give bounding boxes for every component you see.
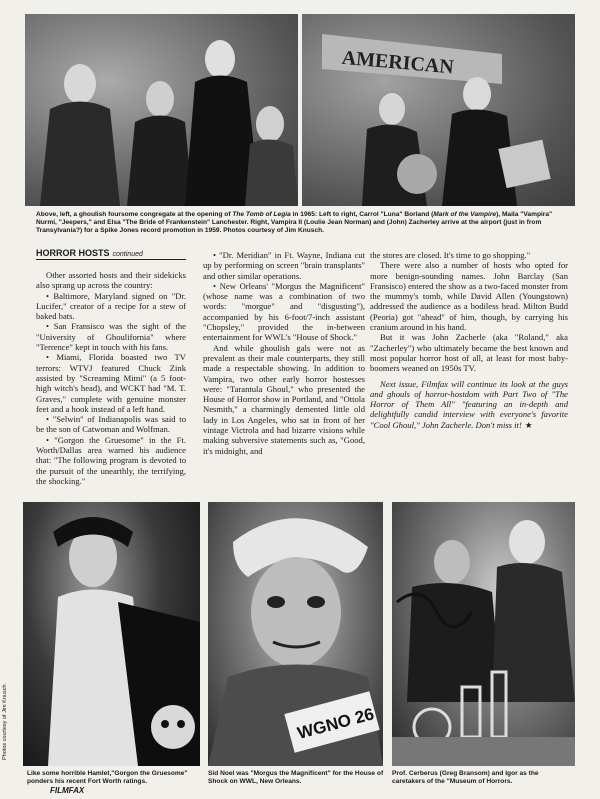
magazine-folio: FILMFAX <box>50 786 85 795</box>
sign-american: AMERICAN <box>340 46 455 79</box>
article-column-1 <box>36 270 186 486</box>
section-rule <box>36 259 186 260</box>
paragraph: the stores are closed. It's time to go shopping." <box>370 250 531 260</box>
paragraph: And while ghoulish gals were not as prevalent as their male counterparts, they still made a respectable showing. In addition to Vampira, two other early horror hostesses were: "Tarantula Ghoul," who presented the House of Horror show in Portland, and "Ottola Nesmith," a charmingly demented little old lady in Los Angeles, who sat in front of her vintage Victrola and had bizarre visions while making subversive statements such as, "Good, it's midnight, and <box>203 342 365 456</box>
section-heading <box>36 248 143 258</box>
station-logo: WGNO 26 <box>295 704 377 743</box>
caption-part: in 1965: Left to right, Carrol "Luna" Borland ( <box>290 211 434 218</box>
paragraph: But it was John Zacherle (aka "Roland," aka "Zacherley") who ultimately became the best known and most popular horror host of all, at least for most baby-boomers weaned on 1950s TV. <box>370 332 568 374</box>
caption-part: Above, left, a ghoulish foursome congregate at the opening of <box>36 211 233 218</box>
paragraph: • New Orleans' "Morgus the Magnificent" (whose name was a combination of two words: "morgue" and "disgusting"), accompanied by his 6-foot/7-inch assistant "Chopsley," provided the in-between entertainment for WWL's "House of Shock." <box>203 280 365 343</box>
photo-morgus-the-magnificent <box>208 502 383 766</box>
paragraph: • "Selwin" of Indianapolis was said to be the son of Catwoman and Wolfman. <box>36 414 186 435</box>
photo-museum-of-horrors <box>392 502 575 766</box>
photo-vampira-zacherley-airport <box>302 14 575 206</box>
article-column-2 <box>203 250 365 456</box>
top-photo-caption <box>36 211 572 236</box>
paragraph: • San Fransisco was the sight of the "University of Ghoulifornia" where "Terrence" kept in touch with his fans. <box>36 321 186 353</box>
photo-credit <box>2 640 14 760</box>
star-icon: ★ <box>524 419 533 430</box>
paragraph: • "Dr. Meridian" in Ft. Wayne, Indiana cut up by performing on screen "brain transplants" and other similar operations. <box>203 250 365 281</box>
next-issue-text: Next issue, Filmfax will continue its look at the guys and ghouls of horror-hostdom with Part Two of "The Horror of Them All" "featuring an in-depth and delightfully candid interview with everyone's favorite "Cool Ghoul," John Zacherle. Don't miss it! <box>370 378 568 430</box>
photo-ghoulish-foursome <box>25 14 298 206</box>
article-column-3 <box>370 250 568 430</box>
section-title: HORROR HOSTS <box>36 248 110 258</box>
caption-museum: Prof. Cerberus (Greg Bransom) and Igor as the caretakers of the "Museum of Horrors. <box>392 770 539 786</box>
caption-morgus: Sid Noel was "Morgus the Magnificent" for the House of Shock on WWL, New Orleans. <box>208 770 384 786</box>
paragraph: • "Gorgon the Gruesome" in the Ft. Worth/Dallas area warned his audience that: "The following program is devoted to the pursuit of the unearthly, the terrifying, the shocking." <box>36 434 186 486</box>
paragraph: Other assorted hosts and their sidekicks also sprang up across the country: <box>36 270 186 291</box>
next-issue-note <box>370 379 568 430</box>
paragraph: • Miami, Florida boasted two TV terrors: WTVJ featured Chuck Zink assisted by "Screaming Mimi" (a 5 foot-high witch's head), and WCKT had "M. T. Graves," complete with genuine monster feet and a hook instead of a left hand. <box>36 352 186 414</box>
caption-part-italic: Mark of the Vampire <box>433 211 497 218</box>
paragraph: • Baltimore, Maryland signed on "Dr. Lucifer," creator of a recipe for a stew of baked bats. <box>36 290 186 322</box>
caption-gorgon: Like some horrible Hamlet,"Gorgon the Gruesome" ponders his recent Fort Worth ratings. <box>27 770 188 786</box>
caption-part-italic: The Tomb of Legia <box>232 211 291 218</box>
photo-gorgon-the-gruesome <box>23 502 200 766</box>
caption-part: ), Maila "Vampira" Nurmi, "Jeepers," and Elsa "The Bride of Frankenstein" Lanchester. Right, Vampira II (Loulie Jean Norman) and (John) Zacherley arrive at the airport (just in from Transylvania?) for a Spike Jones record promotion in 1959. Photos courtesy of Jim Knusch. <box>36 211 553 235</box>
photo-credit-text: Photos courtesy of Jim Knusch <box>2 684 8 760</box>
paragraph: There were also a number of hosts who opted for more benign-sounding names. John Barclay (San Fransisco) entered the show as a two-faced monster from the mummy's tomb, while David Allen (Youngstown) addressed the audience as a bodiless head. Milton Budd (Peoria) got "ahead" of him, though, by carrying his cranium around in his hand. <box>370 260 568 333</box>
section-continued: continued <box>112 251 143 258</box>
